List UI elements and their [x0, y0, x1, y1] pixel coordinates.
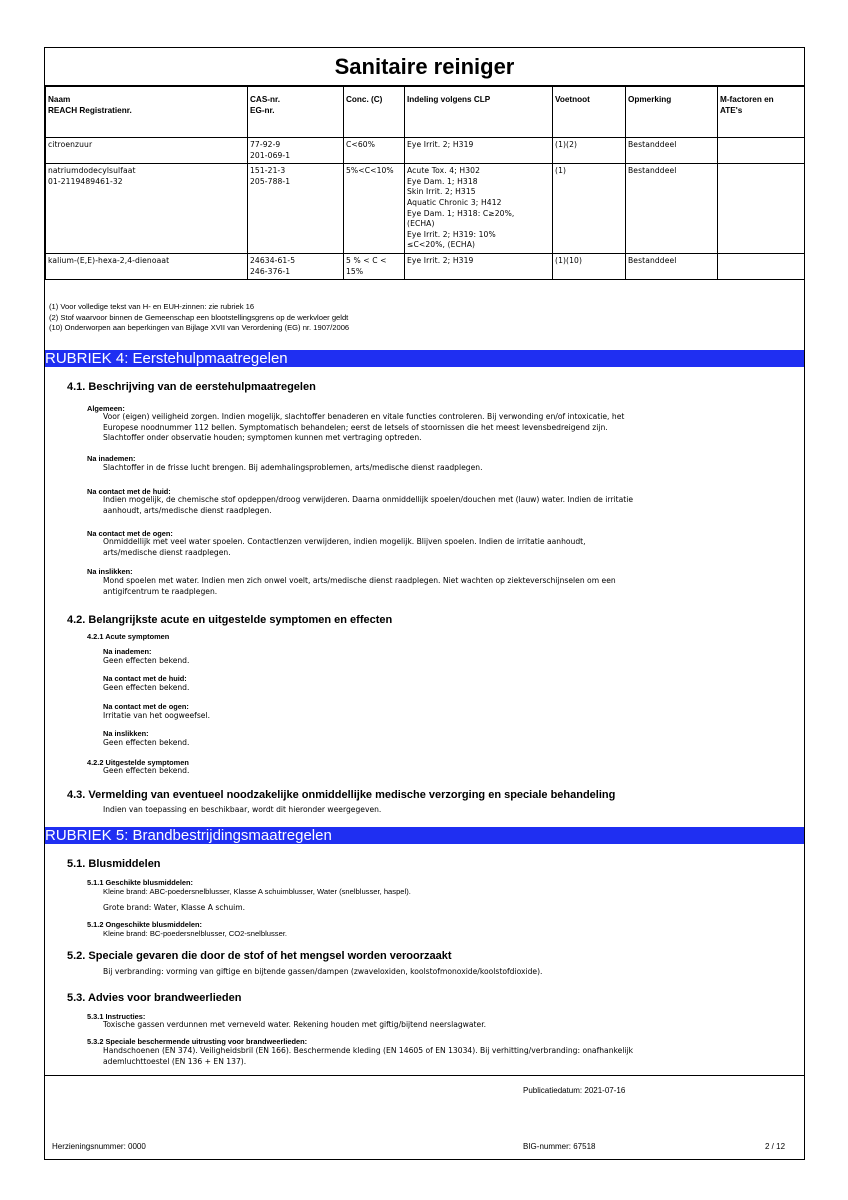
text-line: ademluchttoestel (EN 136 + EN 137).: [103, 1056, 247, 1066]
text-acute-inademen: Geen effecten bekend.: [103, 656, 190, 665]
header-mfactor: M-factoren en ATE's: [718, 87, 805, 138]
cell-name: citroenzuur: [46, 138, 248, 164]
text-geschikt-klein: Kleine brand: ABC-poedersnelblusser, Klasse A schuimblusser, Water (snelblusser, haspel).: [103, 887, 411, 896]
heading-5-2: 5.2. Speciale gevaren die door de stof of het mengsel worden veroorzaakt: [67, 950, 452, 962]
text-line: antigifcentrum te raadplegen.: [103, 586, 218, 596]
text-line: Slachtoffer onder observatie houden; symptomen kunnen met vertraging optreden.: [103, 433, 422, 443]
text-uitgesteld: Geen effecten bekend.: [103, 766, 190, 775]
label-huid: Na contact met de huid:: [87, 487, 171, 496]
heading-5-3-1: 5.3.1 Instructies:: [87, 1012, 146, 1021]
text-acute-inslikken: Geen effecten bekend.: [103, 738, 190, 747]
table-header-row: [46, 87, 805, 138]
cell-name: kalium-(E,E)-hexa-2,4-dienoaat: [46, 253, 248, 279]
text-algemeen: [103, 412, 624, 444]
cell-conc: 5 % < C < 15%: [344, 253, 405, 279]
heading-4-1: 4.1. Beschrijving van de eerstehulpmaatregelen: [67, 381, 316, 393]
heading-5-3: 5.3. Advies voor brandweerlieden: [67, 992, 242, 1004]
footnote: (2) Stof waarvoor binnen de Gemeenschap een blootstellingsgrens op de werkvloer geldt: [49, 312, 349, 322]
composition-table: [45, 86, 805, 280]
text-ogen: [103, 537, 586, 558]
table-row: [46, 253, 805, 279]
header-clp: Indeling volgens CLP: [405, 87, 553, 138]
cell-cas: 151-21-3 205-788-1: [248, 164, 344, 254]
cell-conc: C<60%: [344, 138, 405, 164]
label-acute-inademen: Na inademen:: [103, 647, 152, 656]
footnote: (10) Onderworpen aan beperkingen van Bijlage XVII van Verordening (EG) nr. 1907/2006: [49, 323, 350, 333]
header-conc: Conc. (C): [344, 87, 405, 138]
text-line: Onmiddellijk met veel water spoelen. Contactlenzen verwijderen, indien mogelijk. Blijven spoelen. Indien de irritatie aanhoudt,: [103, 537, 586, 546]
cell-remark: Bestanddeel: [626, 138, 718, 164]
label-acute-inslikken: Na inslikken:: [103, 729, 149, 738]
heading-5-1-2: 5.1.2 Ongeschikte blusmiddelen:: [87, 920, 202, 929]
text-line: Indien mogelijk, de chemische stof opdeppen/droog verwijderen. Daarna onmiddellijk spoelen/douchen met (lauw) water. Indien de irritatie: [103, 495, 633, 504]
text-line: arts/medische dienst raadplegen.: [103, 547, 231, 557]
label-inademen: Na inademen:: [87, 454, 136, 463]
footer-divider: [45, 1075, 804, 1076]
heading-5-3-2: 5.3.2 Speciale beschermende uitrusting voor brandweerlieden:: [87, 1037, 308, 1046]
section-banner-rubriek-5: RUBRIEK 5: Brandbestrijdingsmaatregelen: [45, 827, 804, 844]
section-banner-rubriek-4: RUBRIEK 4: Eerstehulpmaatregelen: [45, 350, 804, 367]
text-line: Voor (eigen) veiligheid zorgen. Indien mogelijk, slachtoffer benaderen en vitale functies controleren. Bij verwonding en/of intoxicatie, het: [103, 412, 625, 421]
big-number: BIG-nummer: 67518: [523, 1142, 596, 1151]
text-4-3: Indien van toepassing en beschikbaar, wordt dit hieronder weergegeven.: [103, 805, 382, 814]
cell-remark: Bestanddeel: [626, 253, 718, 279]
cell-mfactor: [718, 253, 805, 279]
label-acute-ogen: Na contact met de ogen:: [103, 702, 189, 711]
cell-conc: 5%<C<10%: [344, 164, 405, 254]
cell-footnote: (1): [553, 164, 626, 254]
label-inslikken: Na inslikken:: [87, 567, 133, 576]
text-line: Handschoenen (EN 374). Veiligheidsbril (EN 166). Beschermende kleding (EN 14605 of EN 13034). Bij verhitting/verbranding: onafhankelijk: [103, 1046, 634, 1055]
publication-date: Publicatiedatum: 2021-07-16: [523, 1086, 626, 1095]
heading-4-3: 4.3. Vermelding van eventueel noodzakelijke onmiddellijke medische verzorging en speciale behandeling: [67, 789, 616, 801]
cell-mfactor: [718, 138, 805, 164]
text-line: aanhoudt, arts/medische dienst raadplegen.: [103, 505, 272, 515]
text-5-2: Bij verbranding: vorming van giftige en bijtende gassen/dampen (zwaveloxiden, koolstofmonoxide/koolstofdioxide).: [103, 967, 543, 976]
heading-4-2-1: 4.2.1 Acute symptomen: [87, 632, 170, 641]
heading-5-1-1: 5.1.1 Geschikte blusmiddelen:: [87, 878, 193, 887]
cell-remark: Bestanddeel: [626, 164, 718, 254]
page-number: 2 / 12: [765, 1142, 786, 1151]
text-line: Slachtoffer in de frisse lucht brengen. Bij ademhalingsproblemen, arts/medische dienst raadplegen.: [103, 463, 483, 472]
text-geschikt-groot: Grote brand: Water, Klasse A schuim.: [103, 903, 246, 912]
text-huid: [103, 495, 633, 516]
text-instructies: Toxische gassen verdunnen met verneveld water. Rekening houden met giftig/bijtend neerslagwater.: [103, 1020, 487, 1029]
cell-clp: Eye Irrit. 2; H319: [405, 253, 553, 279]
table-row: [46, 164, 805, 254]
header-name: Naam REACH Registratienr.: [46, 87, 248, 138]
heading-4-2: 4.2. Belangrijkste acute en uitgestelde symptomen en effecten: [67, 614, 393, 626]
cell-mfactor: [718, 164, 805, 254]
table-footnotes: [49, 302, 349, 334]
cell-footnote: (1)(10): [553, 253, 626, 279]
label-acute-huid: Na contact met de huid:: [103, 674, 187, 683]
cell-name: natriumdodecylsulfaat 01-2119489461-32: [46, 164, 248, 254]
text-line: Mond spoelen met water. Indien men zich onwel voelt, arts/medische dienst raadplegen. Niet wachten op ziekteverschijnselen om een: [103, 576, 616, 585]
table-row: [46, 138, 805, 164]
heading-5-1: 5.1. Blusmiddelen: [67, 858, 161, 870]
cell-clp: Eye Irrit. 2; H319: [405, 138, 553, 164]
cell-clp: Acute Tox. 4; H302 Eye Dam. 1; H318 Skin Irrit. 2; H315 Aquatic Chronic 3; H412 Eye Dam. 1; H318: C≥20%, (ECHA) Eye Irrit. 2; H319: 10% ≤C<20%, (ECHA): [405, 164, 553, 254]
text-acute-ogen: Irritatie van het oogweefsel.: [103, 711, 211, 720]
header-cas: CAS-nr. EG-nr.: [248, 87, 344, 138]
label-algemeen: Algemeen:: [87, 404, 125, 413]
text-ongeschikt: Kleine brand: BC-poedersnelblusser, CO2-snelblusser.: [103, 929, 288, 938]
text-uitrusting: [103, 1046, 633, 1067]
cell-cas: 77-92-9 201-069-1: [248, 138, 344, 164]
cell-cas: 24634-61-5 246-376-1: [248, 253, 344, 279]
text-line: Europese noodnummer 112 bellen. Symptomatisch behandelen; eerst de letsels of stoornissen die het meest levensbedreigend zijn.: [103, 422, 608, 432]
text-inslikken: [103, 576, 616, 597]
footnote: (1) Voor volledige tekst van H- en EUH-zinnen: zie rubriek 16: [49, 302, 255, 311]
header-footnote: Voetnoot: [553, 87, 626, 138]
document-title: Sanitaire reiniger: [45, 48, 804, 86]
cell-footnote: (1)(2): [553, 138, 626, 164]
header-remark: Opmerking: [626, 87, 718, 138]
text-inademen: [103, 463, 483, 474]
text-acute-huid: Geen effecten bekend.: [103, 683, 190, 692]
label-ogen: Na contact met de ogen:: [87, 529, 173, 538]
revision-number: Herzieningsnummer: 0000: [52, 1142, 146, 1151]
heading-4-2-2: 4.2.2 Uitgestelde symptomen: [87, 758, 189, 767]
